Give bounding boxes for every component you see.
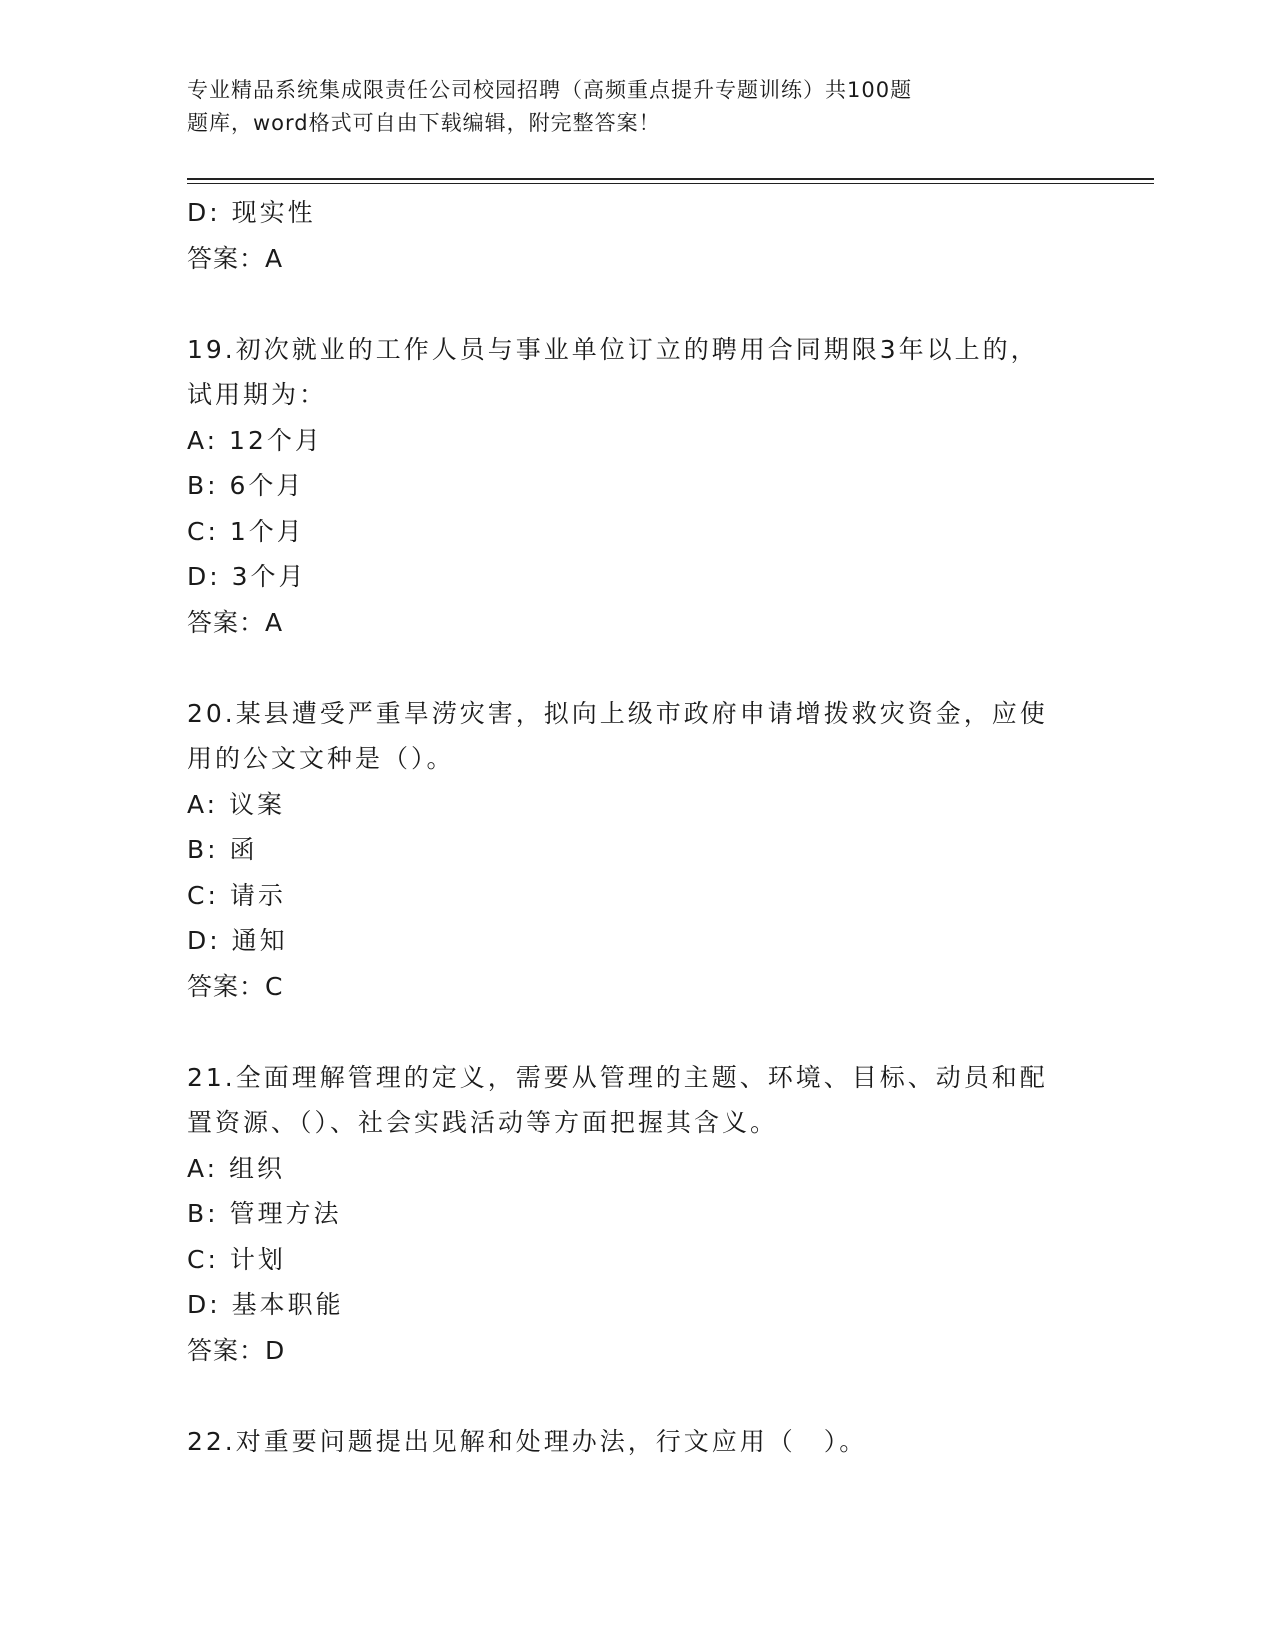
option-d: D: 基本职能 — [187, 1290, 344, 1319]
question-list — [187, 190, 1087, 1464]
spacer — [187, 281, 1087, 327]
option-a: A: 组织 — [187, 1153, 286, 1183]
answer-line: 答案：D — [187, 1335, 286, 1365]
question-stem-continued: 用的公文文种是（）。 — [187, 744, 455, 773]
question-20 — [187, 691, 1087, 1010]
header-divider-thin — [187, 183, 1154, 184]
option-a: A: 议案 — [187, 789, 286, 819]
option-c: C: 请示 — [187, 880, 286, 910]
question-stem: 20.某县遭受严重旱涝灾害，拟向上级市政府申请增拨救灾资金，应使 — [187, 698, 1048, 728]
question-stem-continued: 置资源、（）、社会实践活动等方面把握其含义。 — [187, 1108, 779, 1137]
option-d: D: 通知 — [187, 926, 288, 955]
option-b: B: 管理方法 — [187, 1199, 342, 1228]
option-d: D: 3个月 — [187, 562, 307, 591]
spacer — [187, 1009, 1087, 1055]
option-d: D: 现实性 — [187, 198, 316, 227]
option-b: B: 6个月 — [187, 471, 305, 500]
question-21 — [187, 1055, 1087, 1374]
question-stem-continued: 试用期为： — [187, 380, 328, 409]
question-19 — [187, 327, 1087, 646]
header-title-line-2: 题库，word格式可自由下载编辑，附完整答案！ — [187, 111, 661, 135]
question-22 — [187, 1419, 1087, 1465]
question-stem: 21.全面理解管理的定义，需要从管理的主题、环境、目标、动员和配 — [187, 1062, 1048, 1092]
spacer — [187, 1373, 1087, 1419]
header-title-line-1: 专业精品系统集成限责任公司校园招聘（高频重点提升专题训练）共100题 — [187, 78, 913, 102]
option-c: C: 1个月 — [187, 516, 305, 546]
header-divider-thick — [187, 178, 1154, 180]
answer-line: 答案：A — [187, 243, 284, 273]
spacer — [187, 645, 1087, 691]
answer-line: 答案：C — [187, 971, 284, 1001]
option-c: C: 计划 — [187, 1244, 286, 1274]
option-a: A: 12个月 — [187, 425, 323, 455]
question-stem: 19.初次就业的工作人员与事业单位订立的聘用合同期限3年以上的， — [187, 334, 1039, 364]
question-stem: 22.对重要问题提出见解和处理办法，行文应用（ ）。 — [187, 1426, 868, 1456]
document-header — [187, 74, 1017, 140]
option-b: B: 函 — [187, 835, 258, 864]
answer-line: 答案：A — [187, 607, 284, 637]
